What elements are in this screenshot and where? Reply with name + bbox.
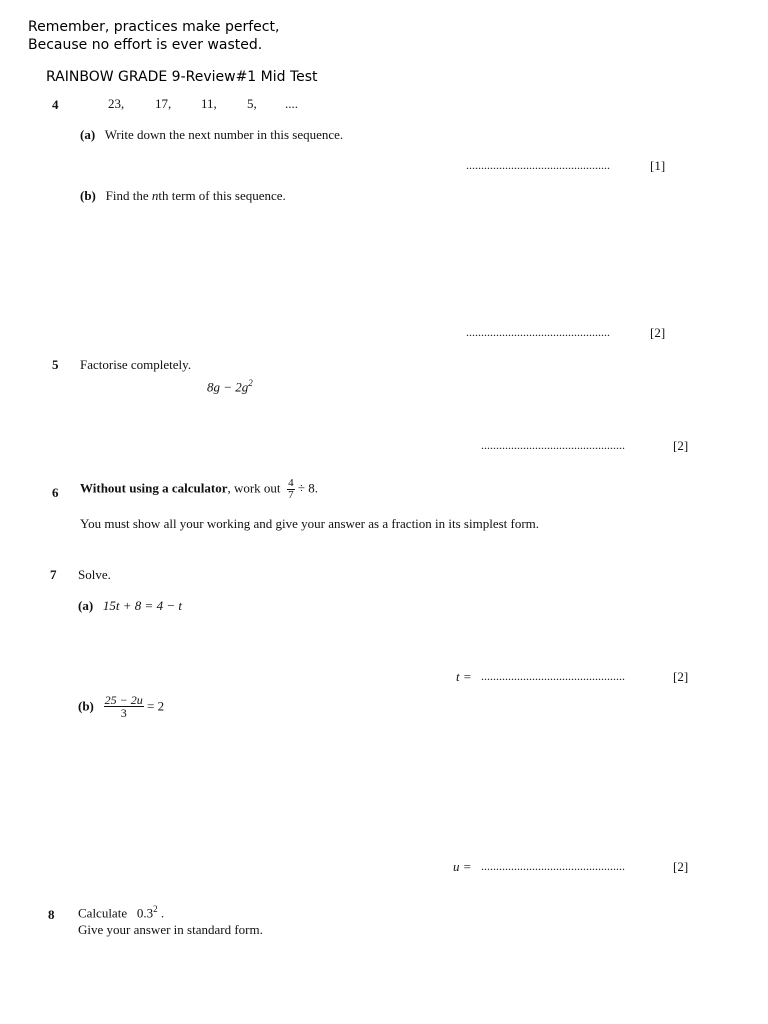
mark-7a: [2] <box>673 669 689 684</box>
question-7-text: Solve. <box>78 567 111 582</box>
question-8-line-2: Give your answer in standard form. <box>78 922 263 937</box>
fraction-numerator: 25 − 2u <box>104 693 143 707</box>
question-6-instruction: You must show all your working and give your answer as a fraction in its simplest form. <box>80 516 540 531</box>
question-8-text <box>78 904 164 921</box>
question-5-expression <box>207 378 253 395</box>
question-5-number: 5 <box>52 357 59 372</box>
question-4b <box>80 188 286 204</box>
sequence-term-1: 23, <box>108 96 125 111</box>
question-8-text-pre: Calculate <box>78 905 128 921</box>
question-6-text <box>80 478 318 501</box>
answer-label-t: t = <box>456 669 472 684</box>
question-6-text-after: , work out <box>227 480 281 496</box>
motto-line-1: Remember, practices make perfect, <box>28 19 280 35</box>
question-4-number: 4 <box>52 97 59 112</box>
fraction-four-sevenths <box>287 478 295 501</box>
equation-7b-tail: = 2 <box>147 698 165 714</box>
question-7b <box>78 694 164 719</box>
part-a-label: (a) <box>78 598 94 613</box>
question-7a <box>78 598 182 614</box>
question-4a-text: Write down the next number in this sequence. <box>104 127 344 142</box>
question-8-number: 8 <box>48 907 55 922</box>
answer-line-4b[interactable]: ................................................ <box>466 325 610 339</box>
mark-5: [2] <box>673 438 689 453</box>
fraction-denominator: 7 <box>288 489 294 501</box>
motto-line-2: Because no effort is ever wasted. <box>28 37 263 53</box>
part-b-label: (b) <box>80 188 96 203</box>
part-b-label: (b) <box>78 698 94 714</box>
fraction-denominator: 3 <box>120 706 127 720</box>
question-4b-text-post: th term of this sequence. <box>158 188 286 203</box>
answer-label-u: u = <box>453 859 472 874</box>
sequence-term-3: 11, <box>201 96 217 111</box>
question-5-text: Factorise completely. <box>80 357 192 372</box>
answer-line-4a[interactable]: ................................................ <box>466 158 610 172</box>
test-title: RAINBOW GRADE 9-Review#1 Mid Test <box>46 69 318 85</box>
mark-7b: [2] <box>673 859 689 874</box>
sequence-ellipsis: .... <box>285 96 298 111</box>
mark-4b: [2] <box>650 325 666 340</box>
equation-7a: 15t + 8 = 4 − t <box>102 598 182 613</box>
expression-exponent: 2 <box>248 378 253 388</box>
sequence-term-2: 17, <box>155 96 172 111</box>
question-8-base: 0.3 <box>136 905 154 921</box>
sequence-term-4: 5, <box>247 96 257 111</box>
question-8-text-post: . <box>160 905 165 921</box>
mark-4a: [1] <box>650 158 666 173</box>
answer-line-7b[interactable]: ................................................ <box>481 859 625 873</box>
fraction-numerator: 4 <box>288 477 294 489</box>
question-4b-text-pre: Find the <box>105 188 149 203</box>
question-6-number: 6 <box>52 485 59 500</box>
question-6-expr-tail: ÷ 8. <box>297 480 318 496</box>
question-4b-n: n <box>151 188 159 203</box>
answer-line-5[interactable]: ................................................ <box>481 438 625 452</box>
answer-line-7a[interactable]: ................................................ <box>481 669 625 683</box>
question-8-exponent: 2 <box>153 904 158 914</box>
part-a-label: (a) <box>80 127 96 142</box>
question-4a <box>80 127 343 143</box>
question-7-number: 7 <box>50 567 57 582</box>
expression-main: 8g − 2g <box>207 379 249 395</box>
fraction-25-minus-2u-over-3 <box>104 694 144 719</box>
no-calculator-emphasis: Without using a calculator <box>80 480 228 496</box>
